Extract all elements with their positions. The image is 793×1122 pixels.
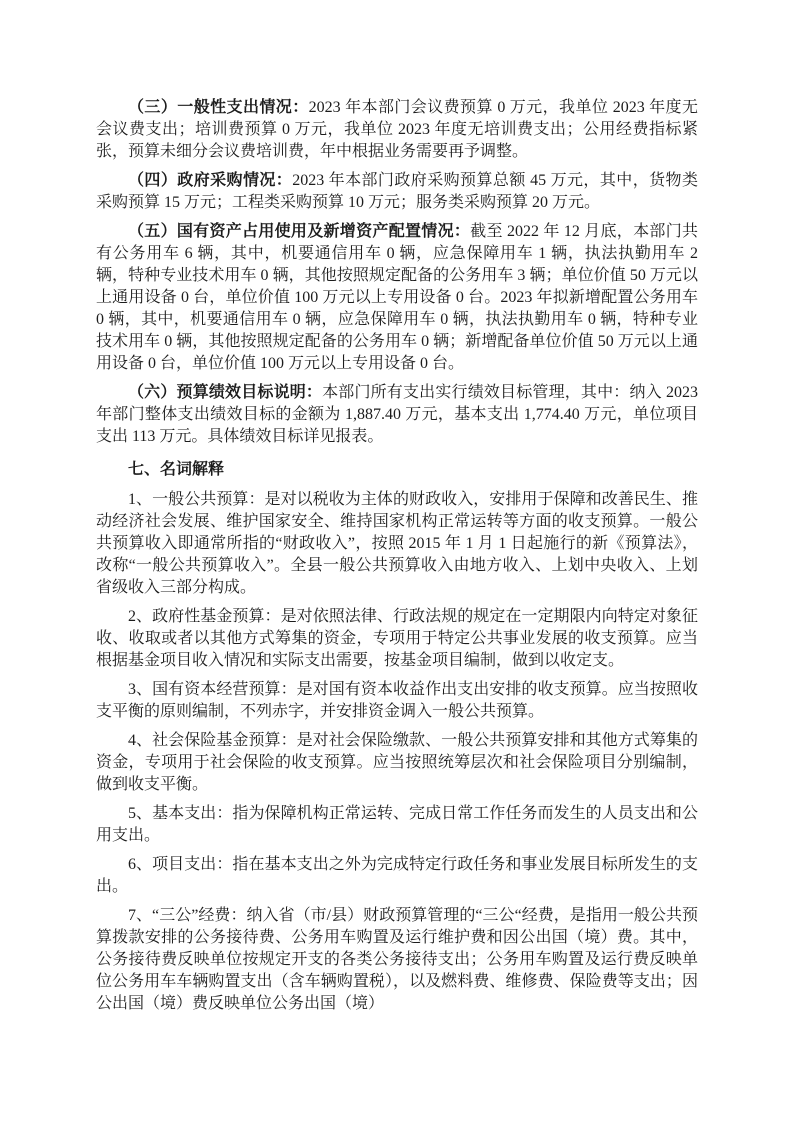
glossary-item-2: [96, 606, 698, 672]
glossary-item-7: [96, 905, 698, 1015]
glossary-item-5: [96, 803, 698, 847]
glossary-item-6-definition: 指在基本支出之外为完成特定行政任务和事业发展目标所发生的支出。: [96, 856, 698, 895]
glossary-item-3: [96, 679, 698, 723]
glossary-item-6-term: 6、项目支出：: [128, 856, 233, 873]
glossary-item-3-definition: 是对国有资本收益作出支出安排的收支预算。应当按照收支平衡的原则编制，不列赤字，并安排资金调入一般公共预算。: [96, 681, 698, 720]
glossary-item-1-definition: 是对以税收为主体的财政收入，安排用于保障和改善民生、推动经济社会发展、维护国家安全、维持国家机构正常运转等方面的收支预算。一般公共预算收入即通常所指的“财政收入”，按照 2015 年 1 月 1 日起施行的新《预算法》，改称“一般公共预算收入”。全县一般公共预算收入由地方收入、上划中央收入、上划省级收入三部分构成。: [96, 491, 698, 596]
glossary-item-7-definition: 纳入省（市/县）财政预算管理的“三公“经费，是指用一般公共预算拨款安排的公务接待费、公务用车购置及运行维护费和因公出国（境）费。其中，公务接待费反映单位按规定开支的各类公务接待支出；公务用车购置及运行费反映单位公务用车车辆购置支出（含车辆购置税），以及燃料费、维修费、保险费等支出；因公出国（境）费反映单位公务出国（境）: [96, 907, 698, 1012]
glossary-item-1: [96, 489, 698, 599]
para-general-expenditure-text: 2023 年本部门会议费预算 0 万元，我单位 2023 年度无会议费支出；培训费预算 0 万元，我单位 2023 年度无培训费支出；公用经费指标紧张，预算未细分会议费培训费，年中根据业务需要再予调整。: [96, 99, 698, 160]
glossary-item-4-definition: 是对社会保险缴款、一般公共预算安排和其他方式筹集的资金，专项用于社会保险的收支预算。应当按照统筹层次和社会保险项目分别编制，做到收支平衡。: [96, 732, 698, 793]
para-performance-targets-label: （六）预算绩效目标说明：: [128, 384, 323, 401]
para-state-assets-text: 截至 2022 年 12 月底，本部门共有公务用车 6 辆，其中，机要通信用车 0 辆，应急保障用车 1 辆，执法执勤用车 2 辆，特种专业技术用车 0 辆，其他按照规定配备的公务用车 3 辆；单位价值 50 万元以上通用设备 0 台，单位价值 100 万元以上专用设备 0 台。2023 年拟新增配置公务用车 0 辆，其中，机要通信用车 0 辆，应急保障用车 0 辆，执法执勤用车 0 辆，特种专业技术用车 0 辆，其他按照规定配备的公务用车 0 辆；新增配备单位价值 50 万元以上通用设备 0 台，单位价值 100 万元以上专用设备 0 台。: [96, 223, 698, 372]
glossary-item-6: [96, 854, 698, 898]
para-performance-targets: [96, 382, 698, 448]
glossary-item-5-definition: 指为保障机构正常运转、完成日常工作任务而发生的人员支出和公用支出。: [96, 805, 698, 844]
para-general-expenditure: [96, 97, 698, 163]
para-performance-targets-text: 本部门所有支出实行绩效目标管理，其中：纳入 2023 年部门整体支出绩效目标的金额为 1,887.40 万元，基本支出 1,774.40 万元，单位项目支出 113 万元。具体绩效目标详见报表。: [96, 384, 698, 445]
glossary-item-4: [96, 730, 698, 796]
para-state-assets-label: （五）国有资产占用使用及新增资产配置情况：: [128, 223, 471, 240]
glossary-item-7-term: 7、“三公”经费：: [128, 907, 247, 924]
glossary-item-2-definition: 是对依照法律、行政法规的规定在一定期限内向特定对象征收、收取或者以其他方式筹集的资金，专项用于特定公共事业发展的收支预算。应当根据基金项目收入情况和实际支出需要，按基金项目编制，做到以收定支。: [96, 608, 698, 669]
glossary-item-3-term: 3、国有资本经营预算：: [128, 681, 297, 698]
para-general-expenditure-label: （三）一般性支出情况：: [128, 99, 309, 116]
glossary-item-4-term: 4、社会保险基金预算：: [128, 732, 297, 749]
glossary-heading: 七、名词解释: [128, 461, 225, 478]
para-government-procurement-label: （四）政府采购情况：: [128, 172, 293, 189]
glossary-item-1-term: 1、一般公共预算：: [128, 491, 265, 508]
para-state-assets: [96, 221, 698, 375]
glossary-item-2-term: 2、政府性基金预算：: [128, 608, 281, 625]
glossary-item-5-term: 5、基本支出：: [128, 805, 233, 822]
para-government-procurement: [96, 170, 698, 214]
para-government-procurement-text: 2023 年本部门政府采购预算总额 45 万元，其中，货物类采购预算 15 万元；工程类采购预算 10 万元；服务类采购预算 20 万元。: [96, 172, 698, 211]
